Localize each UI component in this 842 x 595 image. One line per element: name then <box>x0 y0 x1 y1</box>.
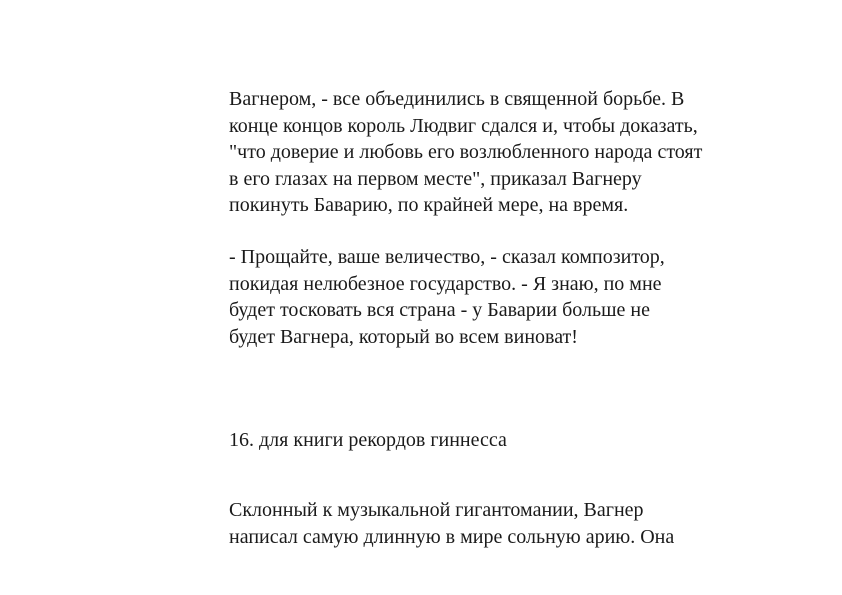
text-line: "что доверие и любовь его возлюбленного народа стоят <box>229 141 703 163</box>
section-heading-text: 16. для книги рекордов гиннесса <box>229 429 507 451</box>
paragraph-longest-aria <box>229 497 789 550</box>
paragraph-wagner-departure <box>229 86 789 219</box>
text-line: - Прощайте, ваше величество, - сказал композитор, <box>229 246 665 268</box>
text-line: конце концов король Людвиг сдался и, чтобы доказать, <box>229 114 698 137</box>
text-line: написал самую длинную в мире сольную арию. Она <box>229 525 675 548</box>
section-heading <box>229 427 789 454</box>
paragraph-farewell-quote <box>229 244 789 350</box>
text-line: покинуть Баварию, по крайней мере, на время. <box>229 194 629 216</box>
text-line: Склонный к музыкальной гигантомании, Вагнер <box>229 499 644 521</box>
text-line: покидая нелюбезное государство. - Я знаю, по мне <box>229 272 662 295</box>
text-line: будет Вагнера, который во всем виноват! <box>229 325 578 348</box>
text-line: Вагнером, - все объединились в священной борьбе. В <box>229 88 685 110</box>
text-line: будет тосковать вся страна - у Баварии больше не <box>229 299 650 321</box>
text-line: в его глазах на первом месте", приказал Вагнеру <box>229 167 642 190</box>
